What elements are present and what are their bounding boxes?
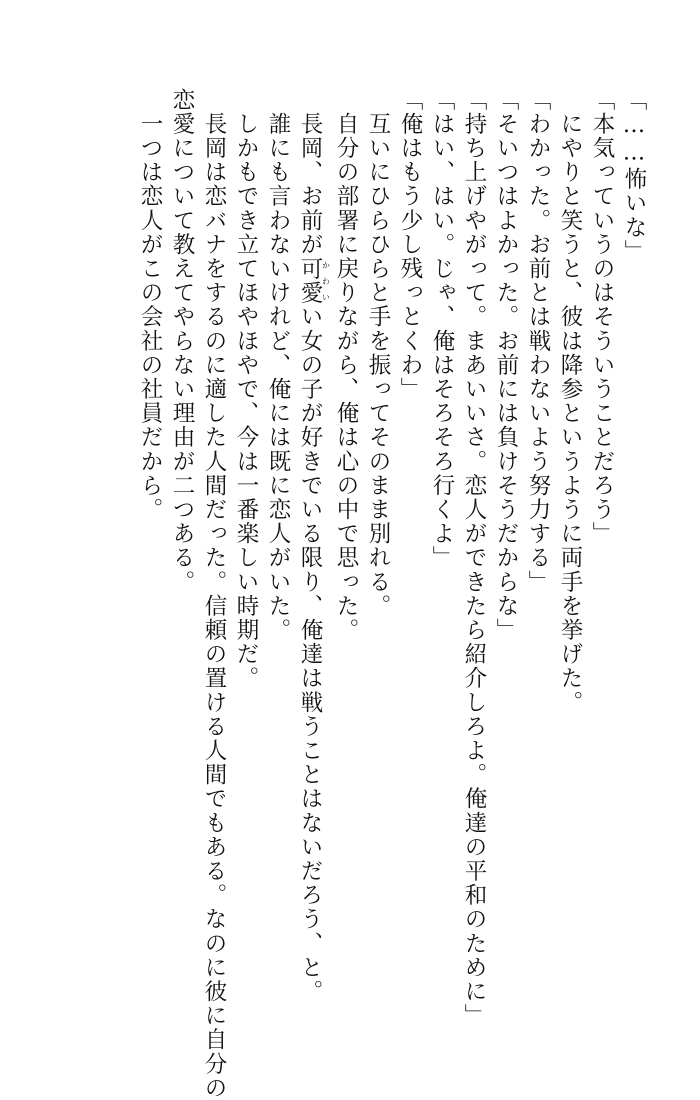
text-line: 長岡は恋バナをするのに適した人間だった。信頼の置ける人間でもある。なのに彼に自分の: [201, 88, 227, 1100]
text-line: にやりと笑うと、彼は降参というように両手を挙げた。: [557, 88, 583, 715]
ruby-reading: かわい: [321, 256, 331, 305]
text-line: 「持ち上げやがって。まあいいさ。恋人ができたら紹介しろよ。俺達の平和のために」: [461, 88, 487, 1028]
text-line: 恋愛について教えてやらない理由が二つある。: [169, 88, 195, 595]
text-line: 「……怖いな」: [621, 88, 647, 264]
ruby-line-after: い女の子が好きでいる限り、俺達は戦うことはないだろう、と。: [297, 304, 323, 1004]
text-line: 「俺はもう少し残っとくわ」: [397, 88, 423, 402]
text-line: 「そいつはよかった。お前には負けそうだからな」: [493, 88, 519, 643]
text-line: 「わかった。お前とは戦わないよう努力する」: [525, 88, 551, 595]
text-line: 互いにひらひらと手を振ってそのまま別れる。: [365, 88, 391, 619]
vertical-text-body: [134, 88, 650, 1100]
text-line: 誰にも言わないけれど、俺には既に恋人がいた。: [265, 88, 291, 643]
text-line: しかもでき立てほやほやで、今は一番楽しい時期だ。: [233, 88, 259, 691]
text-line: 「はい、はい。じゃ、俺はそろそろ行くよ」: [429, 88, 455, 570]
text-line: 一つは恋人がこの会社の社員だから。: [137, 88, 163, 522]
text-line: 「本気っていうのはそういうことだろう」: [589, 88, 615, 546]
ruby-base: 可愛: [297, 256, 323, 305]
text-line-with-ruby: [294, 88, 331, 1004]
ruby-word: [297, 256, 331, 305]
text-line: 自分の部署に戻りながら、俺は心の中で思った。: [333, 88, 359, 643]
ruby-line-before: 長岡、お前が: [297, 88, 323, 257]
